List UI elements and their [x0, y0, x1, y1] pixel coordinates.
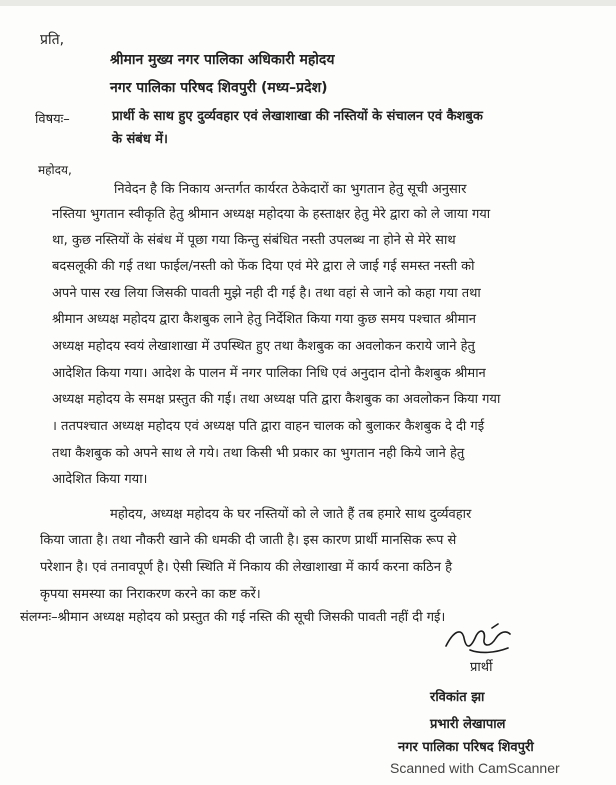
body-line: । ततपश्चात अध्यक्ष महोदय एवं अध्यक्ष पति द्वारा वाहन चालक को बुलाकर कैशबुक दे दी गई: [52, 419, 485, 434]
subject-label: विषयः–: [35, 112, 70, 127]
body-line: आदेशित किया गया।: [52, 472, 148, 487]
body-line: आदेशित किया गया। आदेश के पालन में नगर पालिका निधि एवं अनुदान दोनो कैशबुक श्रीमान: [52, 366, 486, 381]
signature: [440, 620, 520, 660]
body-line: बदसलूकी की गई तथा फाईल/नस्ती को फेंक दिया एवं मेरे द्वारा ले जाई गई समस्त नस्ती को: [52, 259, 475, 274]
camscanner-watermark: Scanned with CamScanner: [390, 760, 560, 776]
body-line: श्रीमान अध्यक्ष महोदय द्वारा कैशबुक लाने हेतु निर्देशित किया गया कुछ समय पश्चात श्रीमान: [52, 312, 476, 327]
subject-line-1: प्रार्थी के साथ हुए दुर्व्यवहार एवं लेखाशाखा की नस्तियों के संचालन एवं कैशबुक: [112, 109, 483, 124]
para2-line: कृपया समस्या का निराकरण करने का कष्ट करें।: [40, 587, 261, 602]
body-line: अध्यक्ष महोदय के समक्ष प्रस्तुत की गई। तथा अध्यक्ष पति द्वारा कैशबुक का अवलोकन किया गया: [52, 392, 501, 407]
subject-line-2: के संबंध में।: [112, 132, 168, 147]
to-line: प्रति,: [40, 32, 65, 48]
body-line: तथा कैशबुक को अपने साथ ले गये। तथा किसी भी प्रकार का भुगतान नही किये जाने हेतु: [52, 446, 465, 461]
sender-org: नगर पालिका परिषद शिवपुरी: [398, 740, 534, 755]
sender-name: रविकांत झा: [430, 690, 485, 705]
enclosure-line: संलग्नः–श्रीमान अध्यक्ष महोदय को प्रस्तुत की गई नस्ति की सूची जिसकी पावती नहीं दी गई।: [20, 610, 446, 625]
body-line: अध्यक्ष महोदय स्वयं लेखाशाखा में उपस्थित हुए तथा कैशबुक का अवलोकन कराये जाने हेतु: [52, 339, 475, 354]
para2-line: किया जाता है। तथा नौकरी खाने की धमकी दी जाती है। इस कारण प्रार्थी मानसिक रूप से: [40, 533, 457, 548]
recipient-line-2: नगर पालिका परिषद शिवपुरी (मध्य–प्रदेश): [110, 80, 328, 96]
body-line: नस्तिया भुगतान स्वीकृति हेतु श्रीमान अध्यक्ष महोदया के हस्ताक्षर हेतु मेरे द्वारा को ले जाया गया: [52, 207, 491, 222]
para2-line: महोदय, अध्यक्ष महोदय के घर नस्तियों को ले जाते हैं तब हमारे साथ दुर्व्यवहार: [110, 507, 472, 522]
applicant-label: प्रार्थी: [470, 660, 493, 675]
body-line: था, कुछ नस्तियों के संबंध में पूछा गया किन्तु संबंधित नस्ती उपलब्ध ना होने से मेरे साथ: [52, 233, 456, 248]
para2-line: परेशान है। एवं तनावपूर्ण है। ऐसी स्थिति में निकाय की लेखाशाखा में कार्य करना कठिन है: [40, 560, 452, 575]
body-line: निवेदन है कि निकाय अन्तर्गत कार्यरत ठेकेदारों का भुगतान हेतु सूची अनुसार: [114, 182, 467, 197]
scan-edge: [0, 0, 616, 6]
salutation: महोदय,: [38, 163, 72, 177]
body-line: अपने पास रख लिया जिसकी पावती मुझे नही दी गई है। तथा वहां से जाने को कहा गया तथा: [52, 286, 481, 301]
recipient-line-1: श्रीमान मुख्य नगर पालिका अधिकारी महोदय: [110, 52, 335, 68]
sender-designation: प्रभारी लेखापाल: [430, 717, 506, 732]
